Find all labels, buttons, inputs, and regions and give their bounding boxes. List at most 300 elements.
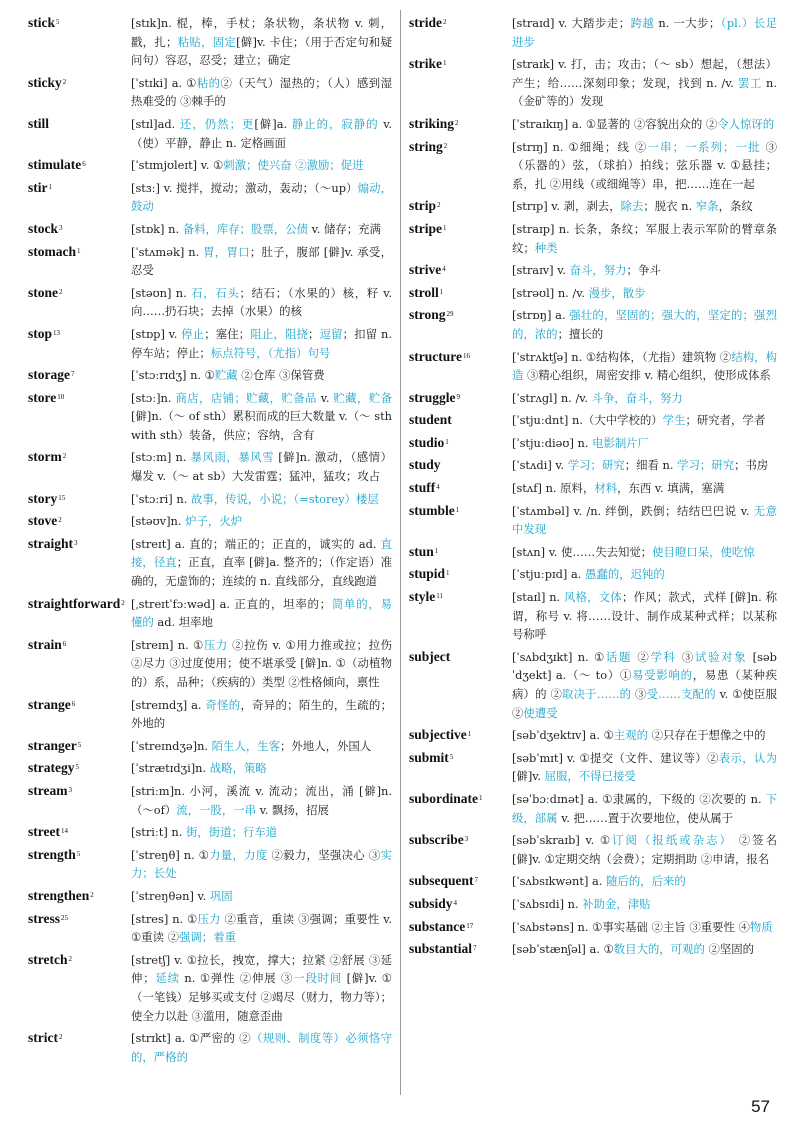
definition bbox=[512, 872, 777, 891]
dictionary-entry bbox=[28, 325, 392, 362]
definition bbox=[131, 490, 392, 509]
definition-text: [stəʊn] n. bbox=[131, 285, 192, 300]
dictionary-entry bbox=[28, 535, 392, 591]
highlighted-meaning: 强调；着重 bbox=[179, 930, 236, 945]
highlighted-meaning: 石，石头 bbox=[191, 285, 240, 300]
dictionary-entry bbox=[28, 887, 392, 906]
definition-text: [僻]a. bbox=[254, 116, 292, 131]
headword bbox=[409, 872, 512, 890]
definition-text: [stɔː]n. bbox=[131, 390, 176, 405]
frequency-count: 7 bbox=[474, 876, 479, 885]
definition-text: [僻]n.（～ of sth）累积而成的巨大数量 v.（～ sth with sth）装备，供应；容纳，含有 bbox=[131, 409, 392, 442]
definition-text: [僻]v. 卡住；（用于否定句和疑问句）容忍，忍受；建立；确定 bbox=[131, 34, 392, 68]
dictionary-entry bbox=[28, 910, 392, 947]
dictionary-entry bbox=[409, 14, 777, 51]
frequency-count: 1 bbox=[77, 246, 81, 255]
definition bbox=[131, 448, 392, 485]
definition bbox=[131, 512, 392, 531]
highlighted-meaning: 数目大的，可观的 bbox=[613, 942, 705, 957]
highlighted-meaning: 话题 bbox=[605, 649, 633, 664]
highlighted-meaning: 学科 bbox=[650, 649, 677, 664]
definition-text: [stɜː] v. 搅拌，搅动；激动，轰动；（～up） bbox=[131, 180, 358, 195]
dictionary-entry bbox=[28, 951, 392, 1025]
frequency-count: 1 bbox=[439, 287, 444, 296]
definition bbox=[512, 726, 777, 745]
highlighted-meaning: 愚蠢的，迟钝的 bbox=[585, 567, 665, 582]
definition-text: [səˈbɔːdɪnət] a. ①隶属的，下级的 ②次要的 n. bbox=[512, 791, 766, 806]
frequency-count: 16 bbox=[463, 351, 470, 360]
definition bbox=[512, 55, 777, 111]
headword-text: subjective bbox=[409, 727, 467, 743]
definition bbox=[131, 243, 392, 280]
headword bbox=[28, 325, 131, 343]
frequency-count: 9 bbox=[456, 392, 460, 401]
highlighted-meaning: 标点符号，（尤指）句号 bbox=[210, 345, 331, 360]
headword bbox=[28, 535, 131, 553]
definition-text: [səbˈdʒekt] a.（～ to）① bbox=[512, 649, 777, 683]
definition-text: ；争斗 bbox=[626, 263, 661, 278]
headword-text: stranger bbox=[28, 737, 77, 753]
definition-text: [ˈstʌmbəl] v. /n. 绊倒，跌倒；结结巴巴说 v. bbox=[512, 503, 754, 518]
definition-text: [ˈsʌbsɪdi] n. bbox=[512, 896, 583, 911]
frequency-count: 2 bbox=[62, 452, 67, 461]
frequency-count: 2 bbox=[90, 890, 94, 899]
definition-text: [səbˈskraɪb] v. ① bbox=[512, 833, 613, 848]
definition bbox=[131, 179, 392, 216]
frequency-count: 1 bbox=[479, 793, 483, 802]
definition-text: ③ bbox=[676, 649, 695, 664]
headword bbox=[409, 261, 512, 279]
definition bbox=[131, 696, 392, 733]
headword-text: strict bbox=[28, 1030, 58, 1046]
definition-text: [ˈsʌbdʒɪkt] n. ① bbox=[512, 649, 606, 664]
definition bbox=[131, 737, 392, 756]
headword-text: struggle bbox=[409, 389, 456, 405]
dictionary-entry bbox=[28, 14, 392, 70]
headword bbox=[28, 595, 131, 613]
headword bbox=[28, 951, 131, 969]
headword-text: subscribe bbox=[409, 832, 464, 848]
definition bbox=[131, 74, 392, 111]
headword bbox=[28, 759, 131, 777]
definition-text: [streɪt] a. 直的；端正的；正直的，诚实的 ad. bbox=[131, 536, 381, 551]
definition bbox=[131, 115, 392, 152]
definition-text: ；塞住； bbox=[204, 326, 251, 341]
headword bbox=[409, 456, 512, 474]
highlighted-meaning: 煽动，鼓动 bbox=[131, 180, 392, 214]
highlighted-meaning: 胃，胃口 bbox=[203, 244, 250, 259]
headword bbox=[409, 749, 512, 767]
definition bbox=[512, 115, 777, 134]
headword-text: stun bbox=[409, 543, 434, 559]
definition bbox=[131, 284, 392, 321]
headword bbox=[28, 636, 131, 654]
definition-text: [ˈstrʌktʃə] n. ①结构体，（尤指）建筑物 ② bbox=[512, 349, 732, 364]
highlighted-meaning: 学习；研究 bbox=[567, 458, 625, 473]
definition bbox=[512, 14, 777, 51]
highlighted-meaning: 屈服，不得已接受 bbox=[544, 769, 636, 784]
definition-text: [ˈstjuːpɪd] a. bbox=[512, 567, 586, 582]
headword-text: strategy bbox=[28, 760, 75, 776]
dictionary-entry bbox=[28, 595, 392, 632]
headword bbox=[28, 243, 131, 261]
headword-text: stock bbox=[28, 220, 58, 236]
highlighted-meaning: 无意中发现 bbox=[512, 503, 777, 537]
headword bbox=[409, 565, 512, 583]
headword bbox=[28, 284, 131, 302]
definition bbox=[512, 918, 777, 937]
headword bbox=[409, 940, 512, 958]
dictionary-entry bbox=[409, 588, 777, 644]
headword bbox=[409, 588, 512, 606]
definition-text: [ˈstreŋθən] v. bbox=[131, 888, 210, 903]
dictionary-entry bbox=[28, 284, 392, 321]
highlighted-meaning: 奋斗，努力 bbox=[569, 263, 627, 278]
headword bbox=[409, 55, 512, 73]
headword-text: straight bbox=[28, 535, 73, 551]
dictionary-entry bbox=[28, 782, 392, 819]
definition bbox=[131, 782, 392, 819]
definition bbox=[512, 543, 777, 562]
highlighted-meaning: 使目瞪口呆，使吃惊 bbox=[652, 544, 755, 559]
highlighted-meaning: 斗争，奋斗，努力 bbox=[591, 390, 683, 405]
headword bbox=[28, 156, 131, 174]
definition-text: ②拉伤 v. ①用力推或拉；拉伤 ②尽力 ③过度使用；使不堪承受 [僻]n. ①（动植物的）系，品种；（疾病的）类型 ②性格倾向，禀性 bbox=[131, 637, 392, 689]
definition bbox=[512, 434, 777, 453]
headword-text: structure bbox=[409, 348, 462, 364]
highlighted-meaning: 停止 bbox=[181, 326, 205, 341]
frequency-count: 2 bbox=[59, 287, 63, 296]
headword bbox=[28, 696, 131, 714]
frequency-count: 17 bbox=[466, 921, 474, 930]
definition-text: ，条纹 bbox=[718, 199, 753, 214]
column-divider bbox=[400, 10, 401, 1095]
dictionary-entry bbox=[28, 846, 392, 883]
headword-text: stretch bbox=[28, 951, 68, 967]
definition-text: ②只存在于想像之中的 bbox=[647, 728, 766, 743]
definition-text: [ˌstreɪtˈfɔːwəd] a. 正直的，坦率的； bbox=[131, 596, 332, 611]
frequency-count: 1 bbox=[467, 730, 472, 739]
highlighted-meaning: 使遭受 bbox=[523, 705, 558, 720]
definition-text: [ˈstrætɪdʒi]n. bbox=[131, 761, 210, 776]
dictionary-entry bbox=[28, 220, 392, 239]
definition bbox=[512, 895, 777, 914]
frequency-count: 5 bbox=[56, 18, 60, 26]
headword bbox=[28, 179, 131, 197]
definition bbox=[512, 565, 777, 584]
frequency-count: 2 bbox=[58, 1033, 63, 1042]
definition bbox=[512, 197, 777, 216]
highlighted-meaning: 压力 bbox=[203, 637, 228, 652]
definition bbox=[512, 411, 777, 430]
definition bbox=[131, 887, 392, 906]
frequency-count: 4 bbox=[436, 483, 440, 492]
headword bbox=[28, 366, 131, 384]
frequency-count: 4 bbox=[453, 898, 458, 907]
headword-text: stride bbox=[409, 15, 442, 30]
definition-text: [strɒŋ] a. bbox=[512, 308, 570, 323]
highlighted-meaning: 试验对象 bbox=[695, 649, 748, 664]
definition-text: [streɪn] n. ① bbox=[131, 637, 204, 652]
definition-text: [straɪv] v. bbox=[512, 263, 570, 278]
definition bbox=[512, 940, 777, 959]
highlighted-meaning: 战略，策略 bbox=[209, 761, 267, 776]
highlighted-meaning: 实力；长处 bbox=[131, 847, 392, 881]
frequency-count: 15 bbox=[58, 493, 66, 502]
headword bbox=[409, 411, 512, 429]
dictionary-entry bbox=[28, 696, 392, 733]
headword-text: strong bbox=[409, 307, 446, 323]
frequency-count: 2 bbox=[455, 118, 459, 127]
headword-text: stove bbox=[28, 513, 58, 529]
definition-text: [səbˈdʒektɪv] a. ① bbox=[512, 728, 614, 743]
definition-text: [stɪk]n. 棍，棒，手杖；条状物，条状物 v. 刺，戳，扎； bbox=[131, 16, 392, 49]
highlighted-meaning: 贮藏，贮备 bbox=[333, 390, 392, 405]
frequency-count: 2 bbox=[62, 77, 67, 86]
headword bbox=[409, 895, 512, 913]
dictionary-entry bbox=[28, 74, 392, 111]
highlighted-meaning: 风格，文体 bbox=[564, 590, 622, 605]
highlighted-meaning: 主观的 bbox=[613, 728, 648, 743]
definition-text: n. ①弹性 ②伸展 ③ bbox=[179, 971, 294, 986]
dictionary-entry bbox=[28, 179, 392, 216]
definition-text: [stɪl]ad. bbox=[131, 116, 180, 131]
highlighted-meaning: 延续 bbox=[154, 971, 180, 986]
headword-text: study bbox=[409, 457, 441, 473]
frequency-count: 3 bbox=[464, 835, 469, 844]
definition-text: ；正直，直率 [僻]a. 整齐的；（作定语）准确的，无虚饰的；连续的 n. 直线部分，直线跑道 bbox=[131, 555, 392, 589]
definition-text: [ˈstɔːrɪdʒ] n. ① bbox=[131, 368, 215, 383]
definition-text: [stɔːm] n. bbox=[131, 450, 191, 465]
dictionary-entry bbox=[409, 55, 777, 111]
definition-text: [stʌn] v. 使……失去知觉； bbox=[512, 544, 653, 559]
highlighted-meaning: 一段时间 bbox=[293, 971, 343, 986]
headword bbox=[28, 512, 131, 530]
definition-text: [ˈstreɪndʒə]n. bbox=[131, 738, 212, 753]
definition bbox=[512, 749, 777, 786]
headword bbox=[28, 737, 131, 755]
definition-text: [streɪndʒ] a. bbox=[131, 697, 206, 712]
highlighted-meaning: 漫步，散步 bbox=[588, 285, 646, 300]
definition-text: ② bbox=[632, 649, 651, 664]
frequency-count: 11 bbox=[436, 592, 443, 601]
frequency-count: 7 bbox=[473, 944, 477, 953]
definition-text: ； bbox=[308, 326, 320, 341]
dictionary-entry bbox=[409, 434, 777, 453]
headword-text: straightforward bbox=[28, 595, 121, 611]
frequency-count: 5 bbox=[76, 849, 81, 858]
highlighted-meaning: 补助金，津贴 bbox=[582, 896, 651, 911]
dictionary-entry bbox=[409, 411, 777, 430]
definition bbox=[131, 535, 392, 591]
dictionary-entry bbox=[409, 940, 777, 959]
dictionary-entry bbox=[28, 512, 392, 531]
frequency-count: 1 bbox=[455, 505, 460, 514]
headword bbox=[409, 306, 512, 324]
highlighted-meaning: 受……支配的 bbox=[646, 687, 716, 701]
headword-text: stir bbox=[28, 179, 48, 195]
definition-text: [ˈsʌbstəns] n. ①事实基础 ②主旨 ③重要性 ④ bbox=[512, 919, 750, 934]
dictionary-entry bbox=[28, 737, 392, 756]
dictionary-entry bbox=[409, 220, 777, 257]
headword-text: strain bbox=[28, 636, 62, 652]
definition-text: ，东西 v. 填满，塞满 bbox=[617, 481, 725, 496]
headword bbox=[409, 389, 512, 407]
definition bbox=[131, 823, 392, 842]
highlighted-meaning: 粘贴，固定 bbox=[177, 34, 237, 49]
headword bbox=[409, 197, 512, 215]
headword bbox=[409, 543, 512, 561]
definition bbox=[512, 588, 777, 644]
highlighted-meaning: 陌生人，生客 bbox=[211, 738, 281, 753]
highlighted-meaning: 易受影响的 bbox=[632, 668, 693, 683]
frequency-count: 25 bbox=[61, 913, 68, 922]
dictionary-entry bbox=[409, 284, 777, 303]
frequency-count: 6 bbox=[71, 699, 76, 708]
highlighted-meaning: 表示，认为 bbox=[718, 750, 777, 765]
definition bbox=[131, 595, 392, 632]
frequency-count: 14 bbox=[60, 827, 68, 836]
dictionary-entry bbox=[28, 243, 392, 280]
definition-text: [ˈstjuːdnt] n.（大中学校的） bbox=[512, 413, 663, 428]
headword-text: stick bbox=[28, 15, 55, 30]
definition bbox=[131, 325, 392, 362]
frequency-count: 5 bbox=[77, 740, 82, 749]
highlighted-meaning: （规则、制度等）必须恪守的，严格的 bbox=[131, 1031, 392, 1064]
definition-text: ②仓库 ③保管费 bbox=[237, 368, 325, 383]
frequency-count: 1 bbox=[446, 569, 450, 578]
definition-text: [僻]v. ①（一笔钱）足够买或支付 ②竭尽（财力，物力等）；使全力以赴 ③滥用，随意歪曲 bbox=[131, 971, 392, 1023]
dictionary-entry bbox=[28, 1029, 392, 1066]
headword bbox=[28, 14, 131, 32]
page-number: 57 bbox=[751, 1097, 770, 1116]
headword-text: stomach bbox=[28, 243, 76, 259]
definition-text: ；外地人，外国人 bbox=[280, 738, 372, 753]
headword bbox=[28, 846, 131, 864]
highlighted-meaning: 电影制片厂 bbox=[592, 435, 650, 450]
frequency-count: 3 bbox=[74, 538, 78, 547]
highlighted-meaning: 下级，部属 bbox=[512, 791, 777, 825]
definition bbox=[512, 479, 777, 498]
definition bbox=[512, 502, 777, 539]
headword bbox=[409, 918, 512, 936]
highlighted-meaning: 奇怪的 bbox=[205, 697, 241, 712]
dictionary-entry bbox=[409, 831, 777, 868]
frequency-count: 1 bbox=[48, 182, 52, 191]
definition-text: ；作风；款式，式样 [僻]n. 称谓，称号 v. 将……设计、制作成某种式样；以某称号称呼 bbox=[512, 590, 777, 642]
highlighted-meaning: 简单的，易懂的 bbox=[131, 596, 392, 630]
definition-text: v. 储存；充满 bbox=[308, 221, 381, 236]
highlighted-meaning: 巩固 bbox=[209, 888, 233, 903]
frequency-count: 5 bbox=[449, 752, 454, 761]
definition bbox=[131, 366, 392, 385]
dictionary-entry bbox=[409, 790, 777, 827]
definition-text: ；结石；（水果的）核，籽 v. 向……扔石块；去掉（水果）的核 bbox=[131, 285, 393, 319]
definition-text: ②毅力，坚强决心 ③ bbox=[267, 847, 381, 862]
definition-text: ③（乐器的）弦，（球拍）拍线；弦乐器 v. ①悬挂；系，扎 ②用线（或细绳等）串，把……连在一起 bbox=[512, 139, 777, 191]
headword-text: stimulate bbox=[28, 157, 82, 173]
dictionary-entry bbox=[409, 115, 777, 134]
definition-text: ②坚固的 bbox=[704, 942, 755, 957]
frequency-count: 2 bbox=[58, 516, 62, 525]
definition bbox=[512, 389, 777, 408]
dictionary-entry bbox=[409, 895, 777, 914]
headword bbox=[409, 502, 512, 520]
dictionary-entry bbox=[409, 261, 777, 280]
headword-text: still bbox=[28, 115, 50, 131]
frequency-count: 3 bbox=[59, 223, 63, 232]
highlighted-meaning: 除去 bbox=[620, 199, 644, 214]
definition-text: ；扣留 n. 停车站；停止； bbox=[131, 326, 392, 360]
headword bbox=[409, 348, 512, 366]
dictionary-entry bbox=[28, 636, 392, 692]
headword-text: stress bbox=[28, 910, 60, 926]
definition-text: [stəʊv]n. bbox=[131, 514, 186, 529]
headword bbox=[28, 448, 131, 466]
definition-text: [僻]n. 激动，（感情）爆发 v.（～ at sb）大发雷霆；猛冲，猛攻；攻占 bbox=[131, 450, 392, 484]
headword bbox=[28, 1029, 131, 1047]
definition-text: ②签名 [僻]v. ①定期交纳（会费）；定期捐助 ②申请，报名 bbox=[512, 833, 777, 866]
frequency-count: 7 bbox=[70, 370, 75, 379]
frequency-count: 10 bbox=[57, 392, 65, 401]
definition-text: [stʌf] n. 原料， bbox=[512, 481, 595, 496]
definition-text: ③精心组织，周密安排 v. 精心组织，使形成体系 bbox=[523, 368, 771, 383]
highlighted-meaning: 阻止，阻挠 bbox=[250, 326, 309, 341]
headword-text: storm bbox=[28, 449, 62, 465]
highlighted-meaning: 一串；一系列；一批 bbox=[647, 139, 761, 154]
headword bbox=[409, 726, 512, 744]
headword bbox=[28, 220, 131, 238]
definition-text: ；细看 n. bbox=[624, 458, 678, 473]
headword-text: strength bbox=[28, 846, 76, 862]
headword-text: style bbox=[409, 589, 436, 605]
dictionary-entry bbox=[28, 759, 392, 778]
headword bbox=[409, 115, 512, 133]
definition bbox=[512, 138, 777, 194]
definition-text: [staɪl] n. bbox=[512, 590, 564, 605]
definition-text: [ˈstʌdi] v. bbox=[512, 458, 568, 473]
highlighted-meaning: 街，街道；行车道 bbox=[186, 825, 278, 840]
dictionary-entry bbox=[409, 872, 777, 891]
highlighted-meaning: 炉子，火炉 bbox=[185, 514, 243, 529]
frequency-count: 6 bbox=[82, 160, 86, 169]
headword-text: story bbox=[28, 490, 58, 506]
dictionary-entry bbox=[28, 490, 392, 509]
dictionary-entry bbox=[409, 502, 777, 539]
definition bbox=[131, 220, 392, 239]
highlighted-meaning: 粘的 bbox=[196, 75, 221, 90]
headword bbox=[409, 284, 512, 302]
definition-text: [ˈstɔːri] n. bbox=[131, 491, 191, 506]
frequency-count: 2 bbox=[68, 954, 72, 963]
definition-text: ；研究者，学者 bbox=[685, 413, 766, 428]
definition-text: [ˈstrʌgl] n. /v. bbox=[512, 390, 592, 405]
headword bbox=[409, 434, 512, 452]
right-column bbox=[409, 14, 777, 963]
headword-text: subject bbox=[409, 648, 451, 664]
headword bbox=[409, 648, 512, 666]
definition bbox=[131, 389, 392, 445]
headword-text: striking bbox=[409, 115, 455, 131]
dictionary-entry bbox=[28, 389, 392, 445]
left-column bbox=[28, 14, 392, 1070]
definition bbox=[512, 831, 777, 868]
headword-text: stone bbox=[28, 284, 58, 300]
definition bbox=[512, 261, 777, 280]
frequency-count: 1 bbox=[443, 223, 447, 232]
frequency-count: 2 bbox=[443, 18, 447, 26]
headword-text: substance bbox=[409, 918, 466, 934]
